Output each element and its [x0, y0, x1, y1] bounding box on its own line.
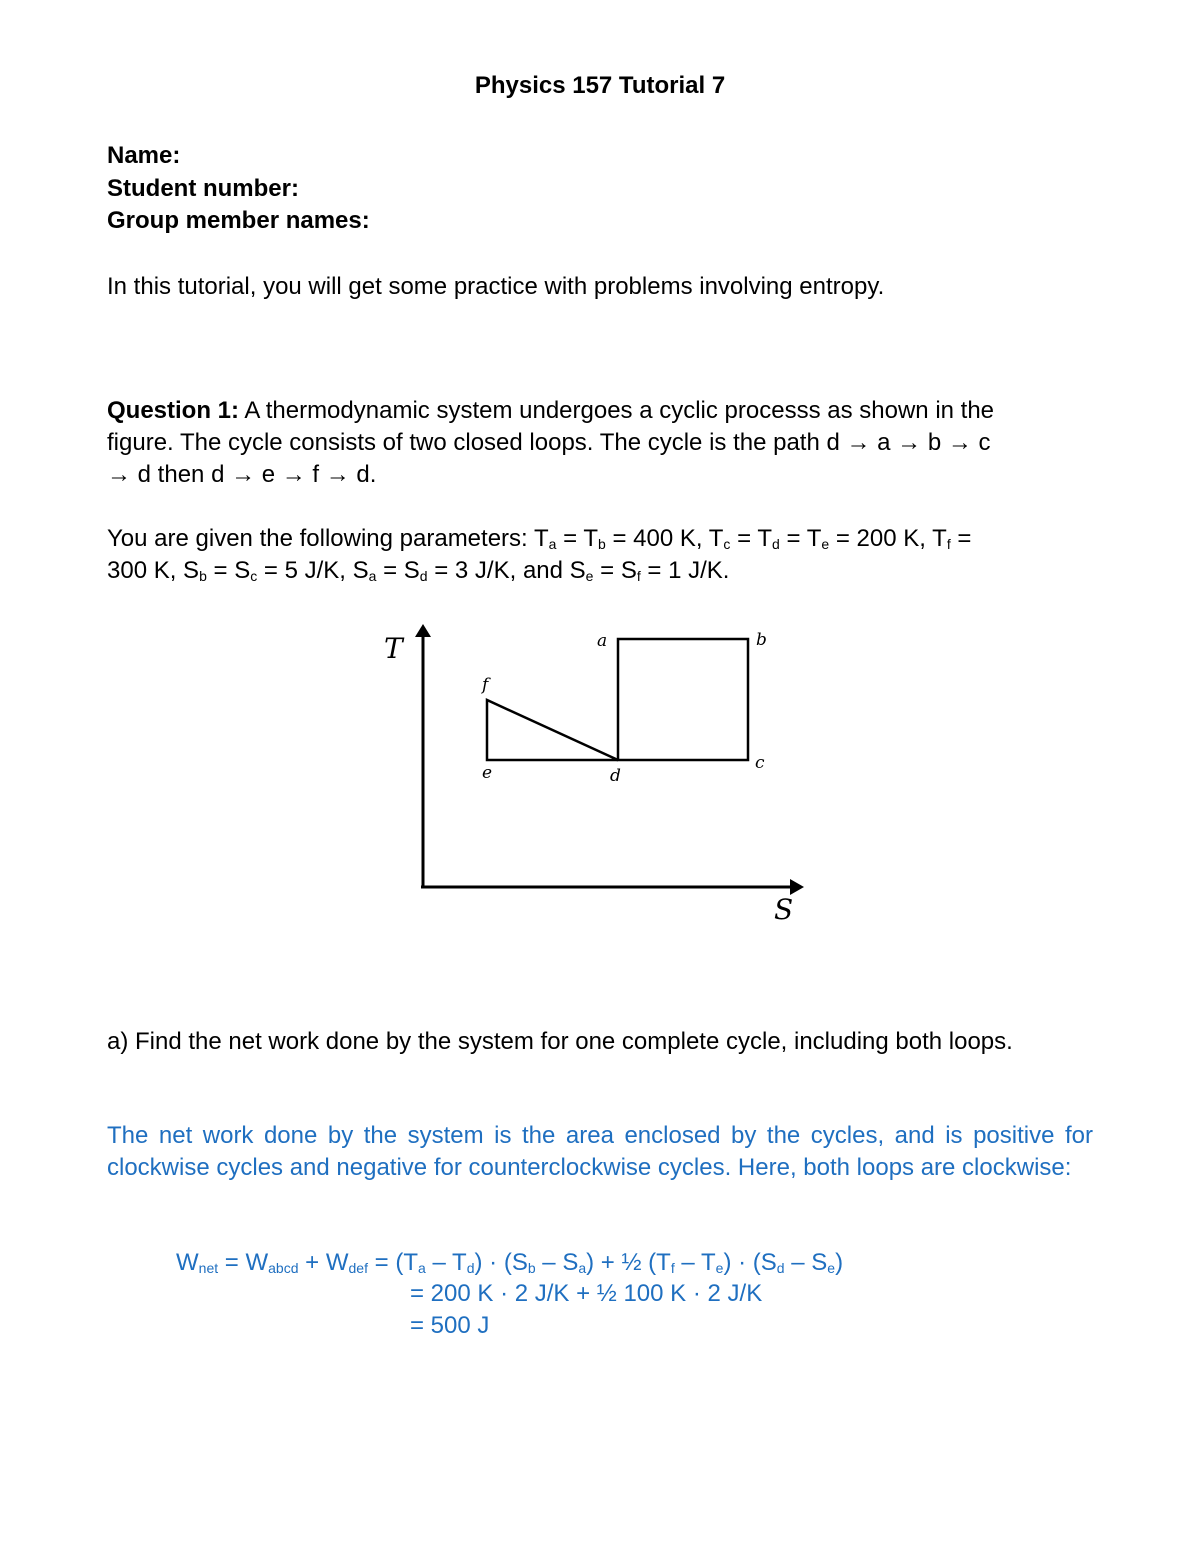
- group-members-field-label: Group member names:: [107, 207, 370, 234]
- intro-text: In this tutorial, you will get some practice with problems involving entropy.: [107, 273, 885, 300]
- equation-line-2: = 200 K · 2 J/K + ½ 100 K · 2 J/K: [410, 1280, 763, 1307]
- ts-diagram: [360, 615, 830, 930]
- point-f-label: f: [482, 675, 489, 695]
- point-a-label: a: [597, 631, 608, 651]
- loop-def: [487, 700, 618, 760]
- t-axis-label: T: [384, 632, 403, 665]
- page-title: Physics 157 Tutorial 7: [474, 72, 726, 99]
- loop-abcd: [618, 639, 748, 760]
- point-e-label: e: [482, 763, 493, 783]
- parameters-line-1: You are given the following parameters: $T_a = T_b = 400$ K, $T_c = T_d = T_e = 200$ K, $T_f$ =: [107, 525, 972, 552]
- part-a-question: a) Find the net work done by the system for one complete cycle, including both loops.: [107, 1028, 1013, 1055]
- t-axis-arrowhead: [415, 624, 431, 637]
- name-field-label: Name:: [107, 142, 181, 169]
- question-1-label: Question 1:: [107, 397, 240, 424]
- equation-line-1: $W_{net} = W_{abcd} + W_{def} = (T_a - T_d) \cdot (S_b - S_a)$ + ½ $(T_f - T_e) \cdot (S_d - S_e)$: [176, 1249, 844, 1276]
- student-number-field-label: Student number:: [107, 175, 299, 202]
- equation-line-3: = 500 J: [410, 1312, 490, 1339]
- question-1-line-3: → d then d → e → f → d.: [107, 461, 377, 488]
- question-1-line-2: figure. The cycle consists of two closed loops. The cycle is the path d → a → b → c: [107, 429, 991, 456]
- point-b-label: b: [756, 630, 767, 650]
- part-a-answer: The net work done by the system is the area enclosed by the cycles, and is positive for clockwise cycles and negative for counterclockwise cycles. Here, both loops are clockwise:: [107, 1122, 1093, 1181]
- parameters-line-2: 300 K, $S_b = S_c = 5$ J/K, $S_a = S_d = 3$ J/K, and $S_e = S_f = 1$ J/K.: [107, 557, 730, 584]
- point-d-label: d: [610, 766, 621, 786]
- s-axis-label: S: [774, 893, 794, 926]
- question-1-text-1: A thermodynamic system undergoes a cyclic processs as shown in the: [239, 397, 995, 424]
- point-c-label: c: [755, 753, 765, 773]
- question-1-line-1: [107, 395, 1093, 427]
